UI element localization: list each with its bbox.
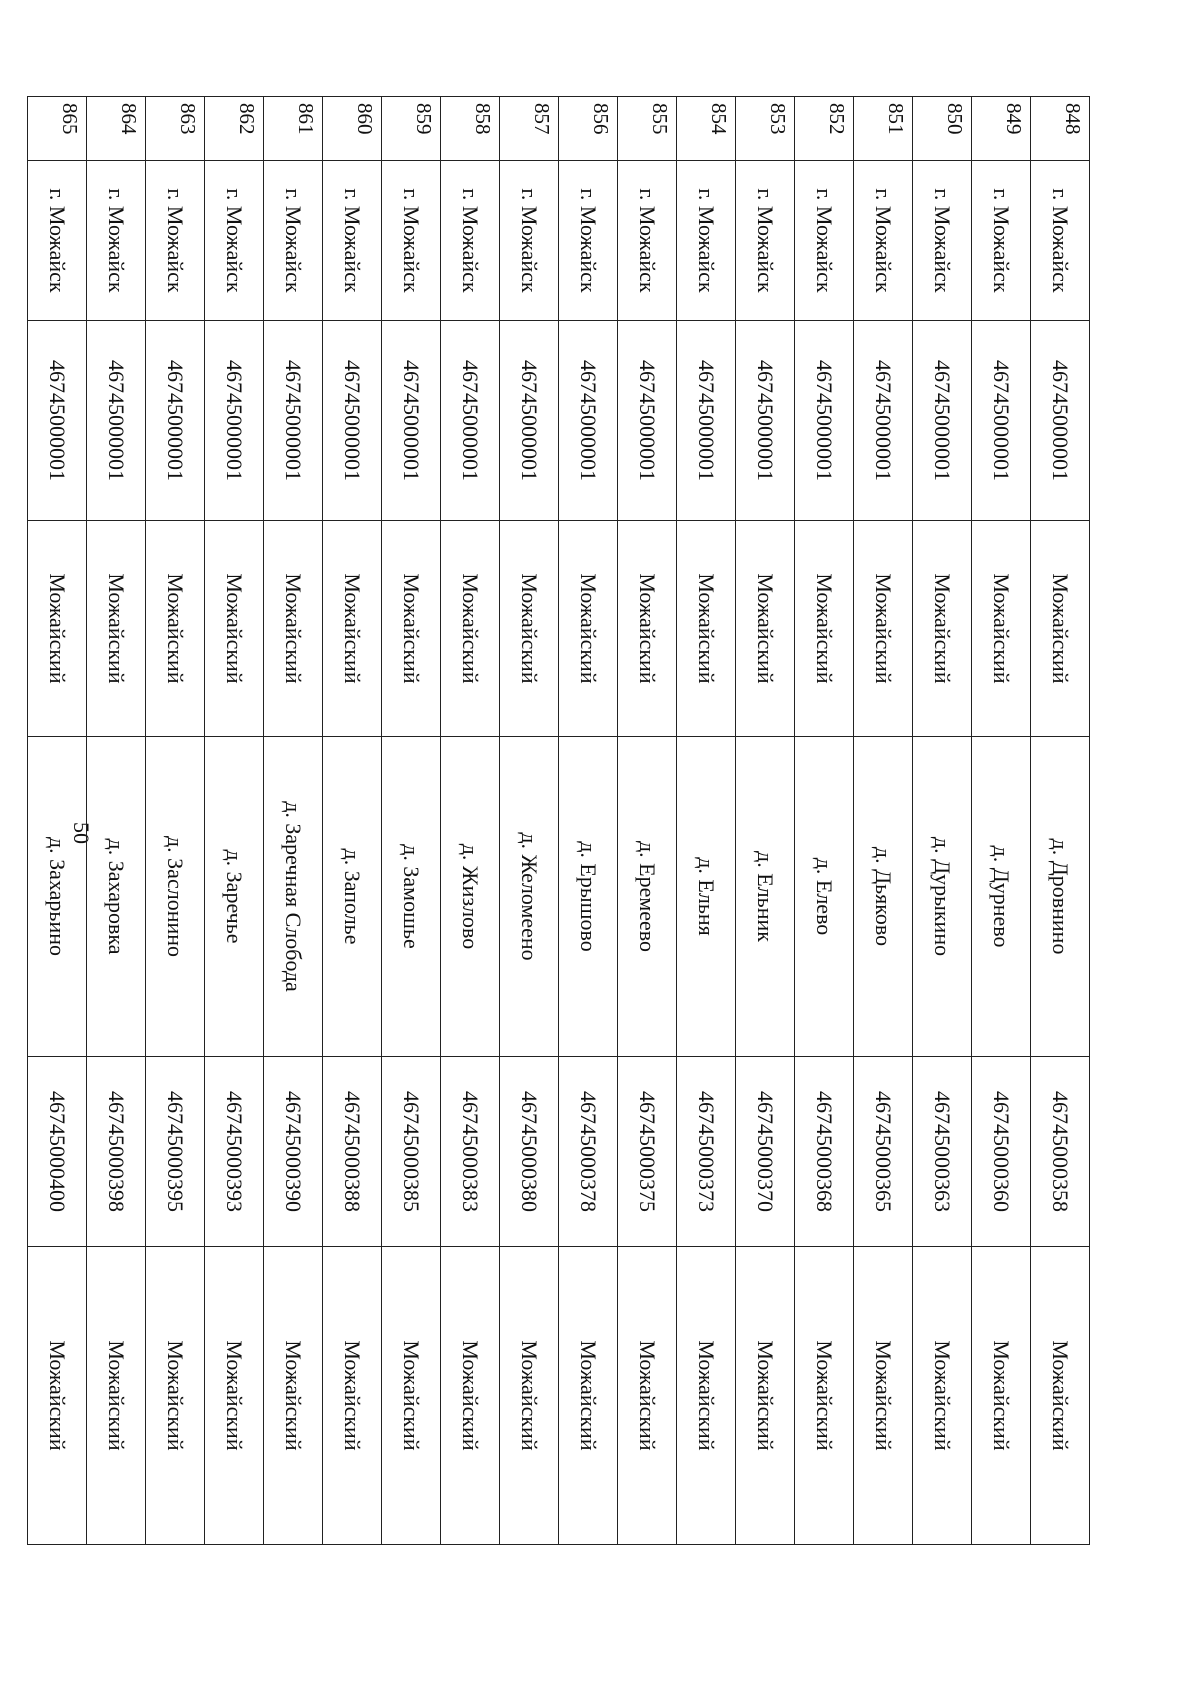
settlement-cell: д. Ерышово [559,737,618,1057]
settlement-code-cell: 46745000393 [205,1057,264,1247]
city-district-cell: Можайский [913,521,972,737]
row-number: 865 [28,97,87,161]
city-code-cell: 46745000001 [205,321,264,521]
settlement-cell: д. Жизлово [441,737,500,1057]
settlement-cell: д. Ельник [736,737,795,1057]
row-number: 864 [87,97,146,161]
settlement-code-cell: 46745000380 [500,1057,559,1247]
table-row [913,97,972,1545]
settlement-cell: д. Захарьино [28,737,87,1057]
settlement-code-cell: 46745000373 [677,1057,736,1247]
city-code-cell: 46745000001 [441,321,500,521]
row-number: 863 [146,97,205,161]
row-number: 850 [913,97,972,161]
city-cell: г. Можайск [854,161,913,321]
settlement-code-cell: 46745000388 [323,1057,382,1247]
row-number: 858 [441,97,500,161]
settlement-district-cell: Можайский [87,1247,146,1545]
city-district-cell: Можайский [618,521,677,737]
settlement-code-cell: 46745000385 [382,1057,441,1247]
settlement-district-cell: Можайский [28,1247,87,1545]
city-code-cell: 46745000001 [146,321,205,521]
row-number: 859 [382,97,441,161]
city-cell: г. Можайск [205,161,264,321]
settlements-table [27,96,1090,1545]
city-code-cell: 46745000001 [618,321,677,521]
city-district-cell: Можайский [795,521,854,737]
table-row [323,97,382,1545]
row-number: 857 [500,97,559,161]
row-number: 848 [1031,97,1090,161]
settlement-code-cell: 46745000395 [146,1057,205,1247]
settlement-code-cell: 46745000368 [795,1057,854,1247]
settlement-cell: д. Дурыкино [913,737,972,1057]
table-row [736,97,795,1545]
city-code-cell: 46745000001 [677,321,736,521]
settlement-code-cell: 46745000398 [87,1057,146,1247]
page-number: 50 [69,822,94,844]
settlement-code-cell: 46745000358 [1031,1057,1090,1247]
city-district-cell: Можайский [264,521,323,737]
row-number: 862 [205,97,264,161]
settlement-district-cell: Можайский [146,1247,205,1545]
city-cell: г. Можайск [1031,161,1090,321]
city-district-cell: Можайский [500,521,559,737]
settlement-code-cell: 46745000390 [264,1057,323,1247]
row-number: 853 [736,97,795,161]
settlement-cell: д. Дурнево [972,737,1031,1057]
table-row [441,97,500,1545]
city-cell: г. Можайск [441,161,500,321]
city-district-cell: Можайский [854,521,913,737]
table-row [677,97,736,1545]
city-code-cell: 46745000001 [1031,321,1090,521]
row-number: 851 [854,97,913,161]
settlement-code-cell: 46745000378 [559,1057,618,1247]
city-code-cell: 46745000001 [323,321,382,521]
row-number: 852 [795,97,854,161]
settlement-cell: д. Дьяково [854,737,913,1057]
settlement-district-cell: Можайский [205,1247,264,1545]
city-code-cell: 46745000001 [736,321,795,521]
city-district-cell: Можайский [736,521,795,737]
table-row [205,97,264,1545]
city-district-cell: Можайский [1031,521,1090,737]
settlement-district-cell: Можайский [677,1247,736,1545]
row-number: 854 [677,97,736,161]
city-district-cell: Можайский [677,521,736,737]
settlement-cell: д. Заслонино [146,737,205,1057]
city-cell: г. Можайск [323,161,382,321]
city-district-cell: Можайский [205,521,264,737]
row-number: 860 [323,97,382,161]
settlement-district-cell: Можайский [854,1247,913,1545]
city-cell: г. Можайск [913,161,972,321]
settlement-code-cell: 46745000360 [972,1057,1031,1247]
settlement-district-cell: Можайский [264,1247,323,1545]
settlement-district-cell: Можайский [972,1247,1031,1545]
city-cell: г. Можайск [146,161,205,321]
row-number: 855 [618,97,677,161]
city-district-cell: Можайский [972,521,1031,737]
table-row [28,97,87,1545]
city-code-cell: 46745000001 [382,321,441,521]
table-row [559,97,618,1545]
settlement-cell: д. Желомеено [500,737,559,1057]
city-district-cell: Можайский [28,521,87,737]
settlement-district-cell: Можайский [795,1247,854,1545]
city-code-cell: 46745000001 [559,321,618,521]
city-code-cell: 46745000001 [913,321,972,521]
settlement-code-cell: 46745000365 [854,1057,913,1247]
settlement-district-cell: Можайский [618,1247,677,1545]
city-district-cell: Можайский [323,521,382,737]
row-number: 849 [972,97,1031,161]
city-cell: г. Можайск [972,161,1031,321]
settlement-district-cell: Можайский [323,1247,382,1545]
settlement-cell: д. Заречная Слобода [264,737,323,1057]
city-code-cell: 46745000001 [972,321,1031,521]
settlement-cell: д. Ельня [677,737,736,1057]
table-row [146,97,205,1545]
city-cell: г. Можайск [795,161,854,321]
city-cell: г. Можайск [382,161,441,321]
city-cell: г. Можайск [500,161,559,321]
settlement-code-cell: 46745000375 [618,1057,677,1247]
city-cell: г. Можайск [618,161,677,321]
table-row [618,97,677,1545]
city-code-cell: 46745000001 [795,321,854,521]
city-cell: г. Можайск [559,161,618,321]
settlement-district-cell: Можайский [1031,1247,1090,1545]
table-row [500,97,559,1545]
city-district-cell: Можайский [559,521,618,737]
table-body [28,97,1090,1545]
city-cell: г. Можайск [264,161,323,321]
settlement-district-cell: Можайский [736,1247,795,1545]
city-cell: г. Можайск [28,161,87,321]
city-district-cell: Можайский [87,521,146,737]
table-row [87,97,146,1545]
settlement-code-cell: 46745000363 [913,1057,972,1247]
settlement-cell: д. Заречье [205,737,264,1057]
settlement-code-cell: 46745000370 [736,1057,795,1247]
settlement-cell: д. Захаровка [87,737,146,1057]
settlement-cell: д. Еремеево [618,737,677,1057]
row-number: 856 [559,97,618,161]
settlement-cell: д. Елево [795,737,854,1057]
row-number: 861 [264,97,323,161]
city-code-cell: 46745000001 [28,321,87,521]
city-district-cell: Можайский [146,521,205,737]
city-code-cell: 46745000001 [264,321,323,521]
settlement-district-cell: Можайский [559,1247,618,1545]
table-row [854,97,913,1545]
settlement-district-cell: Можайский [441,1247,500,1545]
table-row [382,97,441,1545]
table-row [972,97,1031,1545]
settlement-district-cell: Можайский [382,1247,441,1545]
city-district-cell: Можайский [441,521,500,737]
city-cell: г. Можайск [87,161,146,321]
settlement-cell: д. Заполье [323,737,382,1057]
settlement-code-cell: 46745000400 [28,1057,87,1247]
table-row [795,97,854,1545]
settlement-district-cell: Можайский [500,1247,559,1545]
city-code-cell: 46745000001 [854,321,913,521]
city-cell: г. Можайск [677,161,736,321]
settlement-cell: д. Дровнино [1031,737,1090,1057]
settlement-district-cell: Можайский [913,1247,972,1545]
table-row [264,97,323,1545]
table-row [1031,97,1090,1545]
city-district-cell: Можайский [382,521,441,737]
settlement-code-cell: 46745000383 [441,1057,500,1247]
settlements-table-wrapper [45,96,1090,1544]
city-cell: г. Можайск [736,161,795,321]
city-code-cell: 46745000001 [87,321,146,521]
city-code-cell: 46745000001 [500,321,559,521]
settlement-cell: д. Замошье [382,737,441,1057]
